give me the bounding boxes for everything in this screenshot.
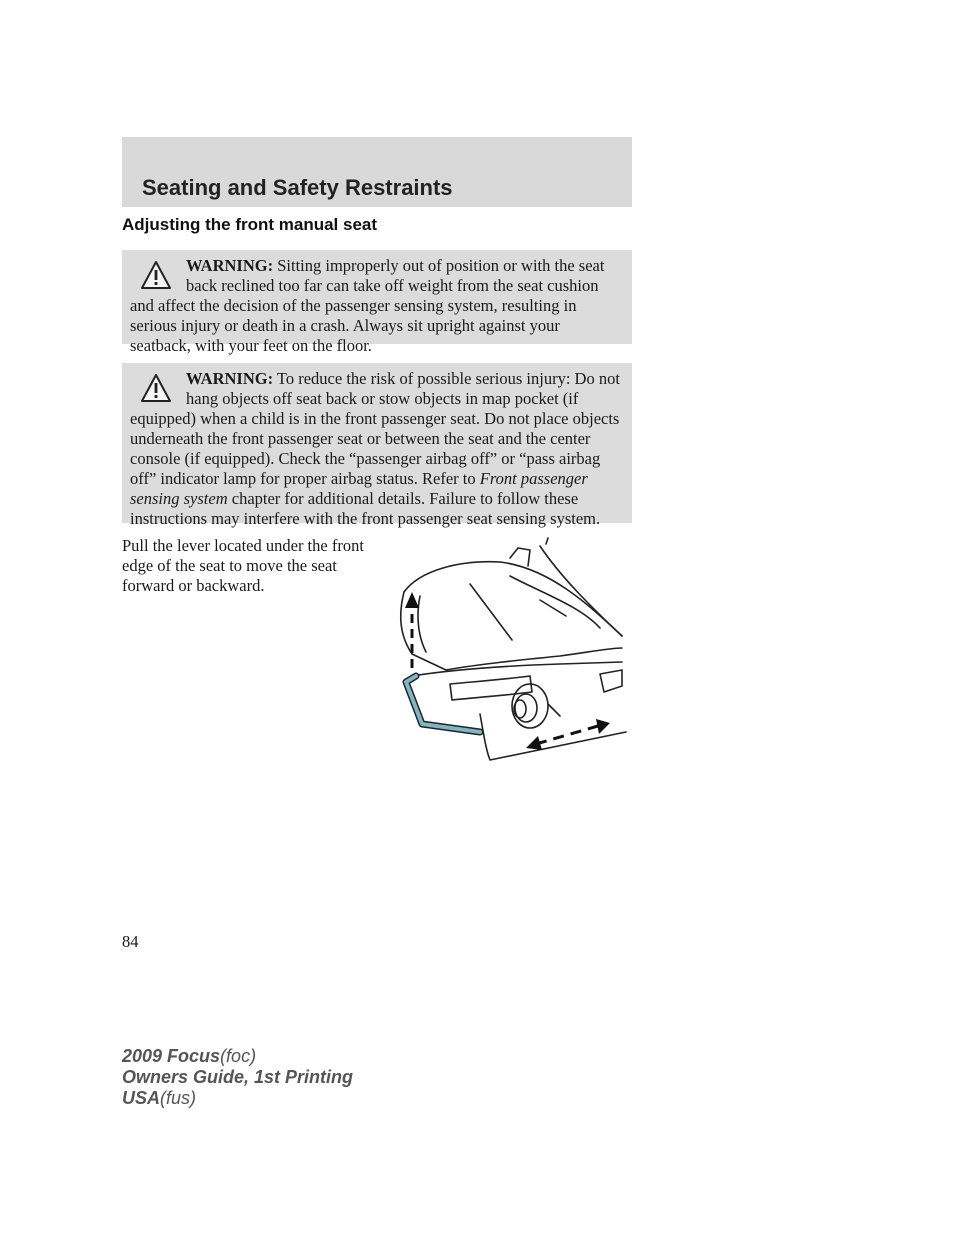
page-number: 84 bbox=[122, 932, 139, 951]
page-title: Seating and Safety Restraints bbox=[142, 175, 453, 200]
warning-triangle-icon bbox=[140, 260, 172, 290]
warning-label: WARNING: bbox=[186, 369, 274, 388]
footer-imprint bbox=[122, 1046, 353, 1109]
footer-model: 2009 Focus bbox=[122, 1046, 221, 1066]
warning-text-continued: chapter for additional details. Failure to follow these instructions may interfere with the front passenger seat sensing system. bbox=[130, 489, 601, 528]
warning-triangle-icon bbox=[140, 373, 172, 403]
footer-market-code: (fus) bbox=[160, 1088, 197, 1108]
warning-text: Sitting improperly out of position or with the seat back reclined too far can take off weight from the seat cushion and affect the decision of the passenger sensing system, resulting in serious injury or death in a crash. Always sit upright against your seatback, with your feet on the floor. bbox=[130, 256, 605, 355]
warning-box bbox=[122, 250, 632, 355]
warning-label: WARNING: bbox=[186, 256, 274, 275]
warning-text: To reduce the risk of possible serious injury: Do not hang objects off seat back or stow objects in map pocket (if equipped) when a child is in the front passenger seat. Do not place objects underneath the front passenger seat or between the seat and the center console (if equipped). Check the “passenger airbag off” or “pass airbag off” indicator lamp for proper airbag status. Refer to bbox=[130, 369, 620, 488]
section-heading: Adjusting the front manual seat bbox=[122, 215, 378, 234]
seat-adjust-lever-illustration bbox=[390, 536, 632, 770]
instruction-text: Pull the lever located under the front edge of the seat to move the seat forward or backward. bbox=[122, 536, 364, 595]
warning-box bbox=[122, 363, 632, 528]
header-band bbox=[122, 137, 632, 207]
footer-guide: Owners Guide, 1st Printing bbox=[122, 1067, 354, 1087]
chapter-reference: Front passenger sensing system bbox=[130, 469, 588, 508]
footer-model-code: (foc) bbox=[220, 1046, 257, 1066]
footer-market: USA bbox=[122, 1088, 161, 1108]
